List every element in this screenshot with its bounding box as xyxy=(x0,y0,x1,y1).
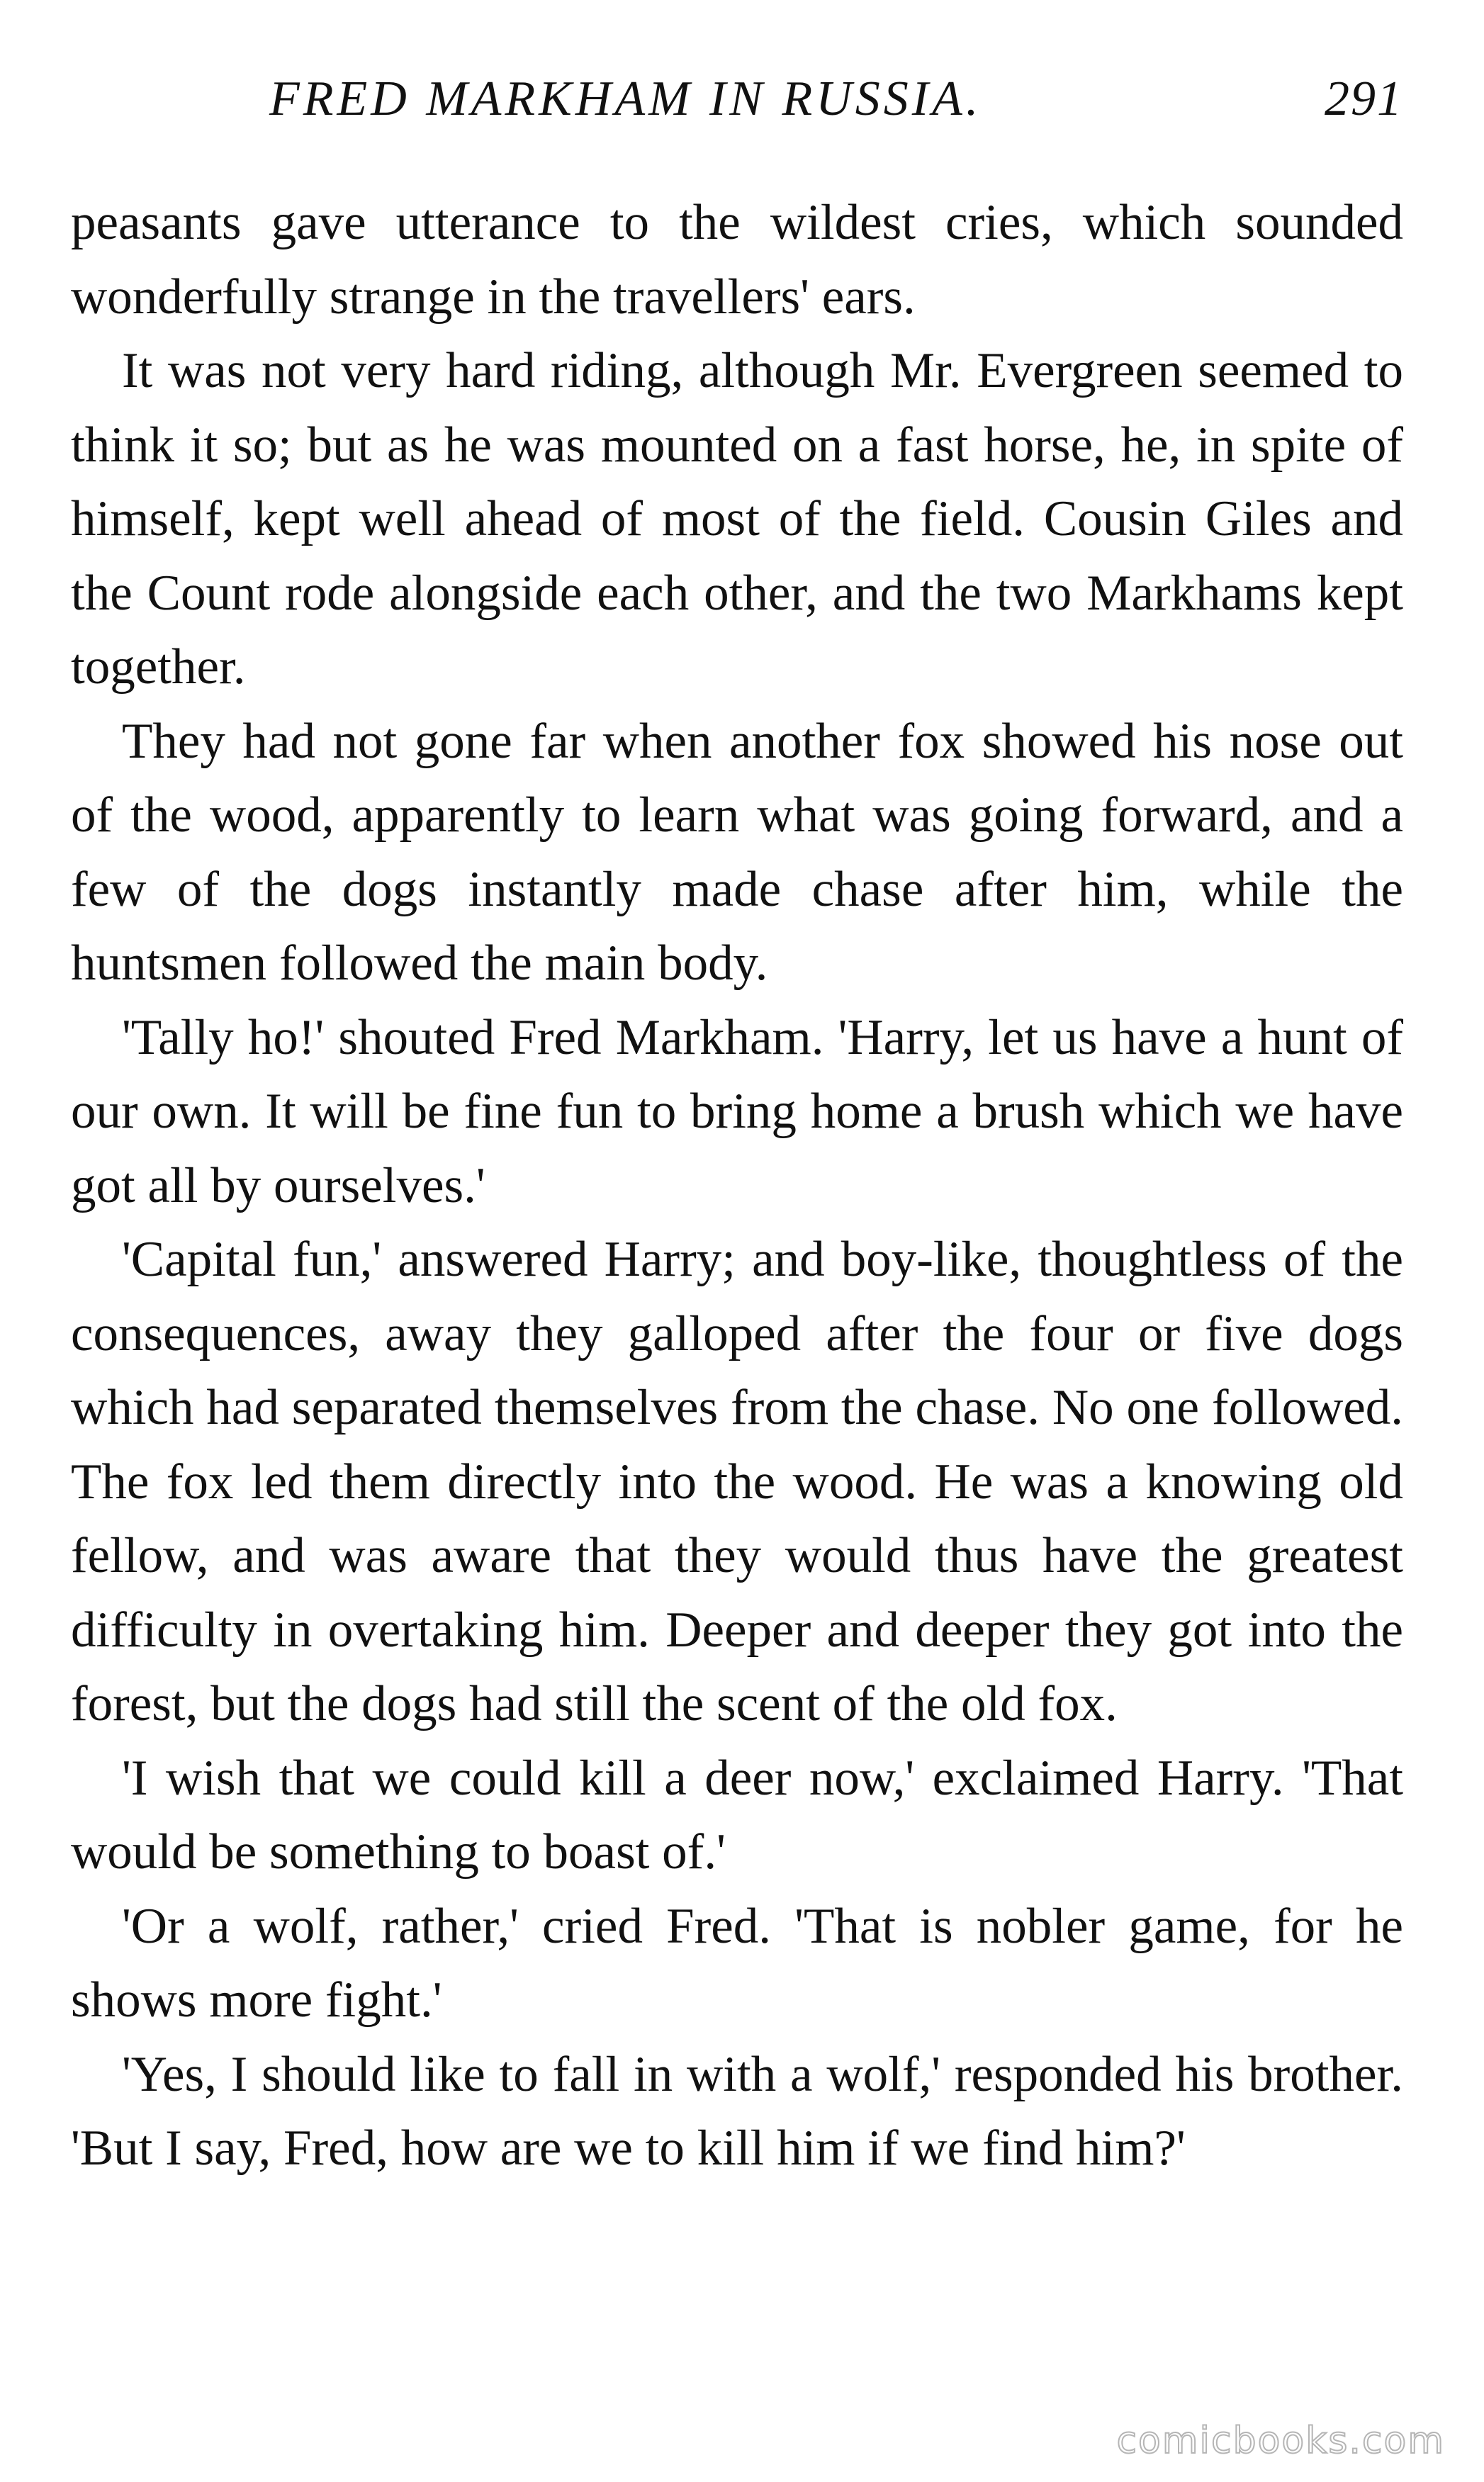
paragraph: 'Or a wolf, rather,' cried Fred. 'That is nobler game, for he shows more fight.' xyxy=(71,1898,1403,2028)
page-number: 291 xyxy=(1325,72,1403,126)
body-text xyxy=(71,186,1403,2186)
paragraph: 'Capital fun,' answered Harry; and boy-like, thoughtless of the consequences, away they galloped after the four or five dogs which had separated themselves from the chase. No one followed. The fox led them directly into the wood. He was a knowing old fellow, and was aware that they would thus have the greatest difficulty in overtaking him. Deeper and deeper they got into the forest, but the dogs had still the scent of the old fox. xyxy=(71,1232,1403,1731)
paragraph: 'I wish that we could kill a deer now,' exclaimed Harry. 'That would be something to boast of.' xyxy=(71,1750,1403,1880)
paragraph: 'Tally ho!' shouted Fred Markham. 'Harry, let us have a hunt of our own. It will be fine fun to bring home a brush which we have got all by ourselves.' xyxy=(71,1009,1403,1213)
paragraph: It was not very hard riding, although Mr. Evergreen seemed to think it so; but as he was mounted on a fast horse, he, in spite of himself, kept well ahead of most of the field. Cousin Giles and the Count rode alongside each other, and the two Markhams kept together. xyxy=(71,343,1403,695)
paragraph: 'Yes, I should like to fall in with a wolf,' responded his brother. 'But I say, Fred, how are we to kill him if we find him?' xyxy=(71,2046,1403,2176)
paragraph-continued: peasants gave utterance to the wildest cries, which sounded wonderfully strange in the travellers' ears. xyxy=(71,195,1403,325)
running-title: FRED MARKHAM IN RUSSIA. xyxy=(269,72,982,126)
paragraph: They had not gone far when another fox showed his nose out of the wood, apparently to learn what was going forward, and a few of the dogs instantly made chase after him, while the huntsmen followed the main body. xyxy=(71,713,1403,991)
running-head xyxy=(269,67,1403,131)
watermark: comicbooks.com xyxy=(1116,2420,1445,2462)
